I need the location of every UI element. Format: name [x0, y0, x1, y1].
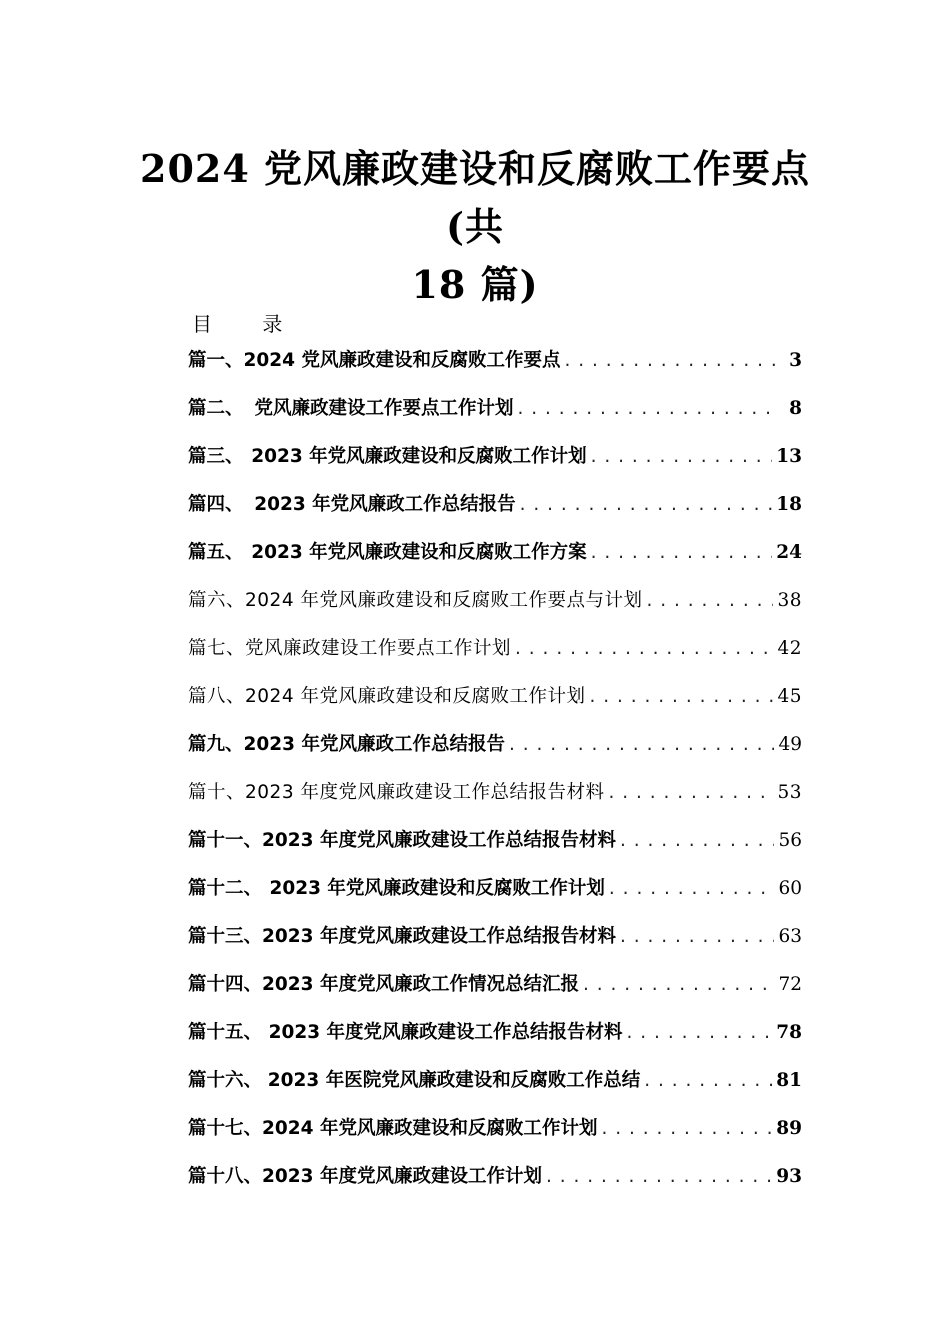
- toc-entry-page: 8: [789, 398, 802, 419]
- toc-entry-number: 篇六、: [188, 590, 246, 611]
- toc-entry-number: 篇九、: [188, 734, 244, 755]
- dot-leader: [601, 1118, 772, 1139]
- toc-entry[interactable]: [188, 682, 802, 730]
- dot-leader: [646, 590, 773, 611]
- toc-entry-page: 72: [778, 974, 802, 995]
- toc-entry[interactable]: [188, 1162, 802, 1210]
- toc-entry-title: 党风廉政建设工作要点工作计划: [254, 398, 514, 419]
- dot-leader: [609, 878, 775, 899]
- toc-entry-title: 2024 年党风廉政建设和反腐败工作要点与计划: [245, 590, 643, 611]
- toc-entry-page: 60: [778, 878, 802, 899]
- dot-leader: [515, 638, 773, 659]
- document-title: [120, 140, 830, 314]
- toc-entry-number: 篇八、: [188, 686, 246, 707]
- toc-entry-number: 篇十一、: [188, 830, 263, 851]
- dot-leader: [644, 1070, 772, 1091]
- toc-entry-page: 3: [789, 350, 802, 371]
- toc-entry-title: 2024 年党风廉政建设和反腐败工作计划: [245, 686, 586, 707]
- toc-entry[interactable]: [188, 538, 802, 586]
- dot-leader: [620, 926, 775, 947]
- toc-entry-title: 2023 年度党风廉政建设工作总结报告材料: [268, 1022, 623, 1043]
- dot-leader: [620, 830, 775, 851]
- toc-entry-number: 篇五、: [188, 542, 244, 563]
- toc-entry-number: 篇十六、: [188, 1070, 263, 1091]
- toc-entry-page: 81: [776, 1070, 802, 1091]
- toc-entry-title: 2024 党风廉政建设和反腐败工作要点: [243, 350, 561, 371]
- toc-entry[interactable]: [188, 1114, 802, 1162]
- dot-leader: [520, 494, 773, 515]
- dot-leader: [564, 350, 776, 371]
- toc-entry-title: 2023 年党风廉政建设和反腐败工作计划: [269, 878, 605, 899]
- toc-entry-title: 2023 年党风廉政建设和反腐败工作方案: [251, 542, 587, 563]
- toc-entry[interactable]: [188, 1066, 802, 1114]
- dot-leader: [583, 974, 775, 995]
- toc-entry-page: 38: [777, 590, 802, 611]
- toc-entry-title: 2023 年度党风廉政工作情况总结汇报: [262, 974, 579, 995]
- dot-leader: [517, 398, 776, 419]
- toc-entry[interactable]: [188, 922, 802, 970]
- toc-entry-number: 篇二、: [188, 398, 244, 419]
- title-line-2: 18 篇): [411, 262, 539, 307]
- toc-entry-page: 18: [776, 494, 802, 515]
- toc-entry-number: 篇十二、: [188, 878, 263, 899]
- toc-entry-number: 篇三、: [188, 446, 244, 467]
- toc-entry[interactable]: [188, 826, 802, 874]
- toc-heading: 目 录: [192, 312, 305, 336]
- toc-entry-page: 93: [776, 1166, 802, 1187]
- toc-entry-title: 2023 年党风廉政建设和反腐败工作计划: [251, 446, 587, 467]
- toc-entry-number: 篇十四、: [188, 974, 263, 995]
- dot-leader: [591, 446, 773, 467]
- toc-entry-title: 2023 年度党风廉政建设工作计划: [262, 1166, 542, 1187]
- dot-leader: [546, 1166, 772, 1187]
- toc-entry-title: 2023 年度党风廉政建设工作总结报告材料: [245, 782, 605, 803]
- table-of-contents: [188, 346, 802, 1210]
- toc-entry-number: 篇一、: [188, 350, 244, 371]
- toc-entry[interactable]: [188, 346, 802, 394]
- toc-entry-page: 89: [776, 1118, 802, 1139]
- dot-leader: [591, 542, 773, 563]
- toc-entry-page: 63: [778, 926, 802, 947]
- dot-leader: [509, 734, 775, 755]
- toc-entry-title: 2023 年党风廉政工作总结报告: [254, 494, 516, 515]
- toc-entry-number: 篇十七、: [188, 1118, 263, 1139]
- toc-entry-title: 2023 年医院党风廉政建设和反腐败工作总结: [267, 1070, 641, 1091]
- toc-entry[interactable]: [188, 970, 802, 1018]
- toc-entry-page: 53: [777, 782, 802, 803]
- toc-entry[interactable]: [188, 586, 802, 634]
- toc-entry-page: 13: [776, 446, 802, 467]
- toc-entry[interactable]: [188, 730, 802, 778]
- toc-entry-title: 2023 年党风廉政工作总结报告: [243, 734, 505, 755]
- toc-entry-page: 24: [776, 542, 802, 563]
- toc-entry-title: 党风廉政建设工作要点工作计划: [245, 638, 512, 659]
- toc-entry-title: 2023 年度党风廉政建设工作总结报告材料: [262, 830, 616, 851]
- toc-entry[interactable]: [188, 490, 802, 538]
- toc-entry-number: 篇十五、: [188, 1022, 263, 1043]
- toc-entry-page: 49: [778, 734, 802, 755]
- toc-entry[interactable]: [188, 874, 802, 922]
- toc-entry-number: 篇七、: [188, 638, 246, 659]
- toc-entry-number: 篇四、: [188, 494, 244, 515]
- toc-entry-title: 2023 年度党风廉政建设工作总结报告材料: [262, 926, 616, 947]
- toc-entry-page: 56: [778, 830, 802, 851]
- toc-entry[interactable]: [188, 634, 802, 682]
- title-line-1: 2024 党风廉政建设和反腐败工作要点(共: [140, 146, 810, 249]
- toc-entry-page: 45: [777, 686, 802, 707]
- toc-entry-page: 42: [777, 638, 802, 659]
- toc-entry-number: 篇十三、: [188, 926, 263, 947]
- toc-entry-title: 2024 年党风廉政建设和反腐败工作计划: [262, 1118, 598, 1139]
- toc-entry[interactable]: [188, 394, 802, 442]
- dot-leader: [589, 686, 773, 707]
- toc-entry[interactable]: [188, 442, 802, 490]
- toc-entry-page: 78: [776, 1022, 802, 1043]
- dot-leader: [627, 1022, 773, 1043]
- dot-leader: [608, 782, 773, 803]
- toc-entry-number: 篇十八、: [188, 1166, 263, 1187]
- toc-entry-number: 篇十、: [188, 782, 246, 803]
- toc-entry[interactable]: [188, 1018, 802, 1066]
- toc-entry[interactable]: [188, 778, 802, 826]
